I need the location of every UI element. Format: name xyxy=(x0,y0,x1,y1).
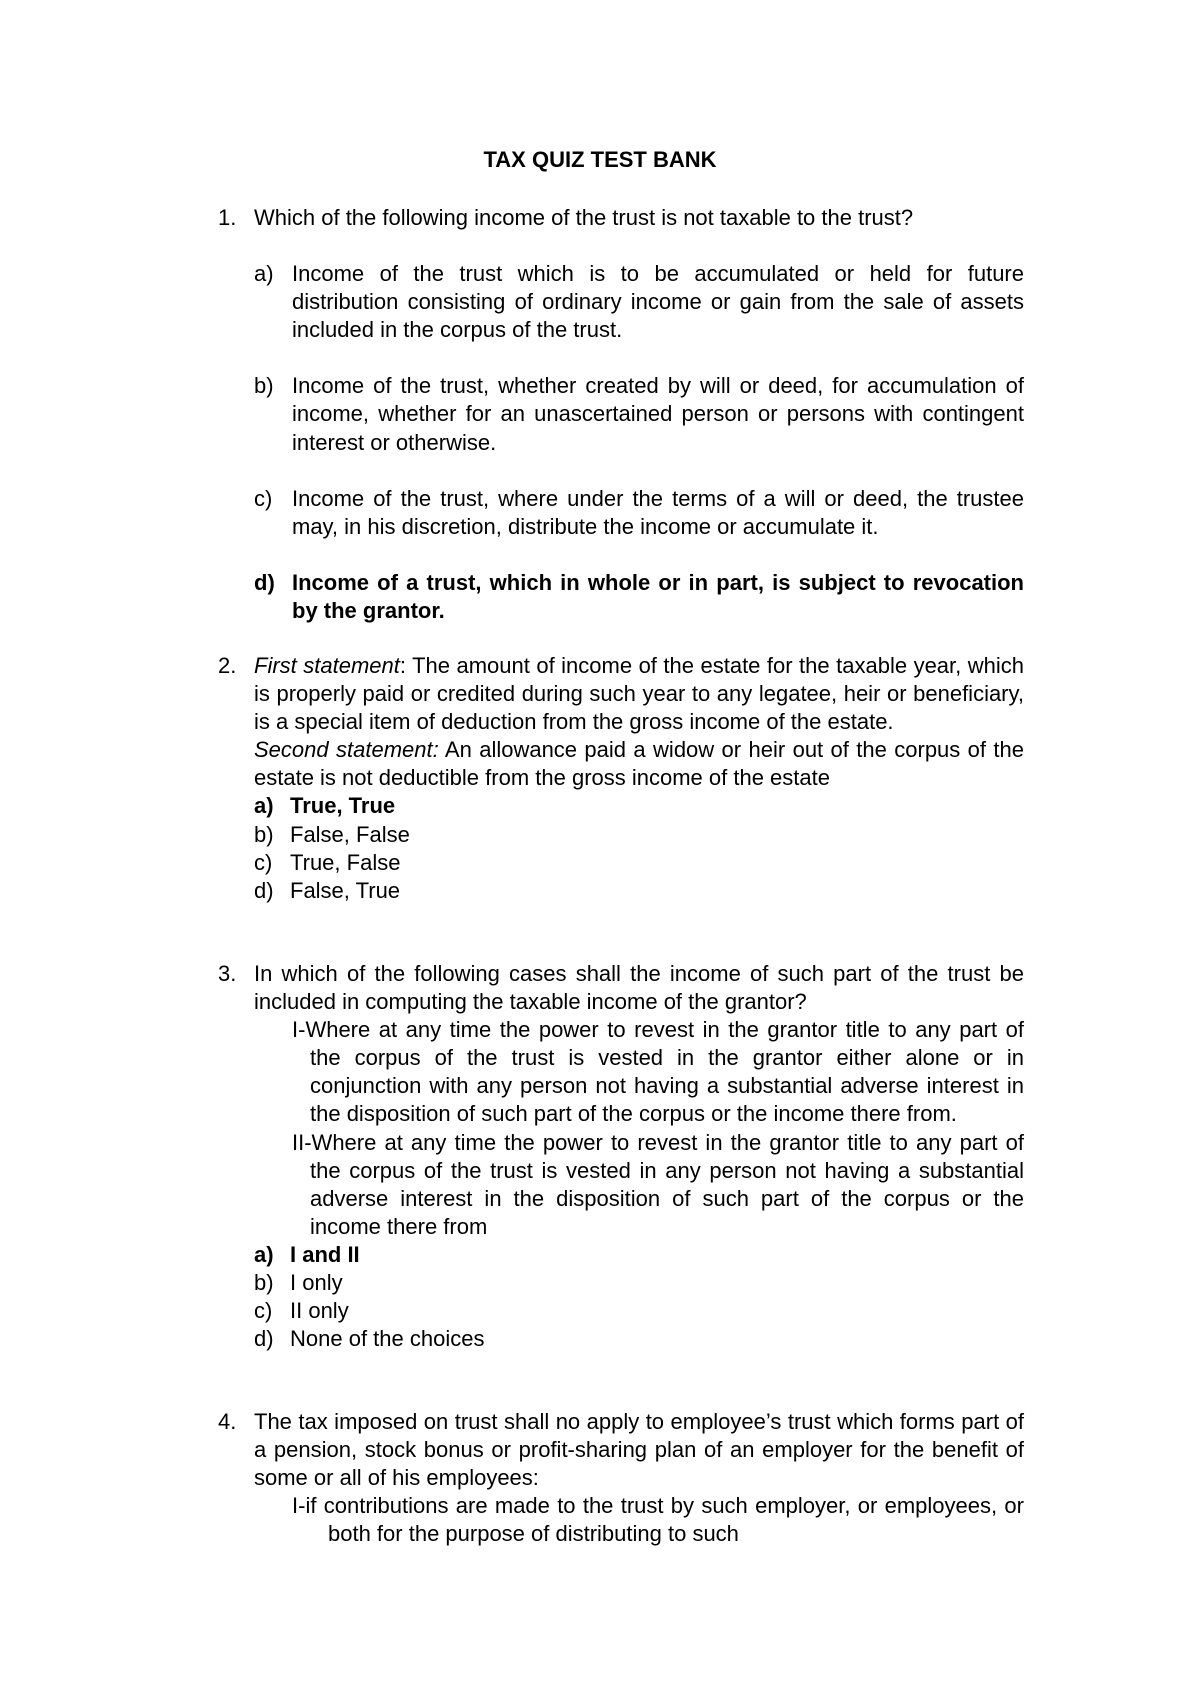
option-text: Income of a trust, which in whole or in part, is subject to revocation by the grantor. xyxy=(292,569,1024,623)
option-b xyxy=(218,372,1024,456)
option-text: Income of the trust which is to be accumulated or held for future distribution consisting of ordinary income or gain from the sale of assets included in the corpus of the trust. xyxy=(292,261,1024,343)
option-b xyxy=(218,821,1024,849)
statement-item: I-if contributions are made to the trust by such employer, or employees, or both for the purpose of distributing to such xyxy=(292,1493,1024,1547)
question-number: 1. xyxy=(218,205,237,230)
option-text: True, True xyxy=(290,793,396,819)
question-number: 4. xyxy=(218,1409,237,1434)
option-label: c) xyxy=(254,485,273,511)
option-label: d) xyxy=(254,1326,274,1352)
question-3 xyxy=(218,960,1024,1353)
statement-label: Second statement: xyxy=(254,737,439,763)
option-label: a) xyxy=(254,793,274,819)
question-number: 2. xyxy=(218,653,237,678)
option-label: c) xyxy=(254,1298,273,1324)
option-b xyxy=(218,1269,1024,1297)
question-text: Which of the following income of the trust is not taxable to the trust? xyxy=(254,205,914,230)
question-number: 3. xyxy=(218,961,237,986)
option-c xyxy=(218,1297,1024,1325)
document-title: TAX QUIZ TEST BANK xyxy=(483,147,717,172)
option-a xyxy=(218,260,1024,344)
option-d xyxy=(218,877,1024,905)
option-label: d) xyxy=(254,877,274,903)
question-1 xyxy=(218,204,1024,625)
option-label: c) xyxy=(254,849,273,875)
question-text xyxy=(254,652,1024,736)
option-text: True, False xyxy=(290,849,401,875)
option-text: Income of the trust, whether created by will or deed, for accumulation of income, whether for an unascertained person or persons with contingent interest or otherwise. xyxy=(292,373,1024,455)
option-c xyxy=(218,849,1024,877)
statement-item: I-Where at any time the power to revest in the grantor title to any part of the corpus of the trust is vested in the grantor either alone or in conjunction with any person not having a substantial adverse interest in the disposition of such part of the corpus or the income there from. xyxy=(292,1017,1024,1127)
option-a-answer xyxy=(218,792,1024,820)
question-text: In which of the following cases shall the income of such part of the trust be included in computing the taxable income of the grantor? xyxy=(254,961,1024,1015)
option-label: b) xyxy=(254,373,274,399)
option-text: I and II xyxy=(290,1241,360,1267)
option-label: a) xyxy=(254,261,274,287)
option-text: I only xyxy=(290,1270,343,1296)
option-text: None of the choices xyxy=(290,1326,485,1352)
option-label: a) xyxy=(254,1241,274,1267)
option-text: False, False xyxy=(290,821,410,847)
option-text: II only xyxy=(290,1298,349,1324)
option-label: b) xyxy=(254,821,274,847)
statement-item: II-Where at any time the power to revest in the grantor title to any part of the corpus of the trust is vested in any person not having a substantial adverse interest in the disposition of such part of the corpus or the income there from xyxy=(292,1129,1024,1239)
statement-text: An allowance paid a widow or heir out of the corpus of the estate is not deductible from the gross income of the estate xyxy=(254,737,1024,791)
option-c xyxy=(218,485,1024,541)
question-text: The tax imposed on trust shall no apply to employee’s trust which forms part of a pension, stock bonus or profit-sharing plan of an employer for the benefit of some or all of his employees: xyxy=(254,1409,1024,1491)
option-text: False, True xyxy=(290,877,401,903)
option-text: Income of the trust, where under the terms of a will or deed, the trustee may, in his discretion, distribute the income or accumulate it. xyxy=(292,485,1024,539)
option-label: d) xyxy=(254,569,275,595)
option-d xyxy=(218,1325,1024,1353)
option-a-answer xyxy=(218,1241,1024,1269)
question-2 xyxy=(218,652,1024,905)
question-4 xyxy=(218,1408,1024,1548)
statement-text: : The amount of income of the estate for the taxable year, which is properly paid or credited during such year to any legatee, heir or beneficiary, is a special item of deduction from the gross income of the estate. xyxy=(254,653,1024,735)
statement-label: First statement xyxy=(254,653,400,678)
question-text xyxy=(254,736,1024,792)
option-label: b) xyxy=(254,1270,274,1296)
option-d-answer xyxy=(218,569,1024,625)
